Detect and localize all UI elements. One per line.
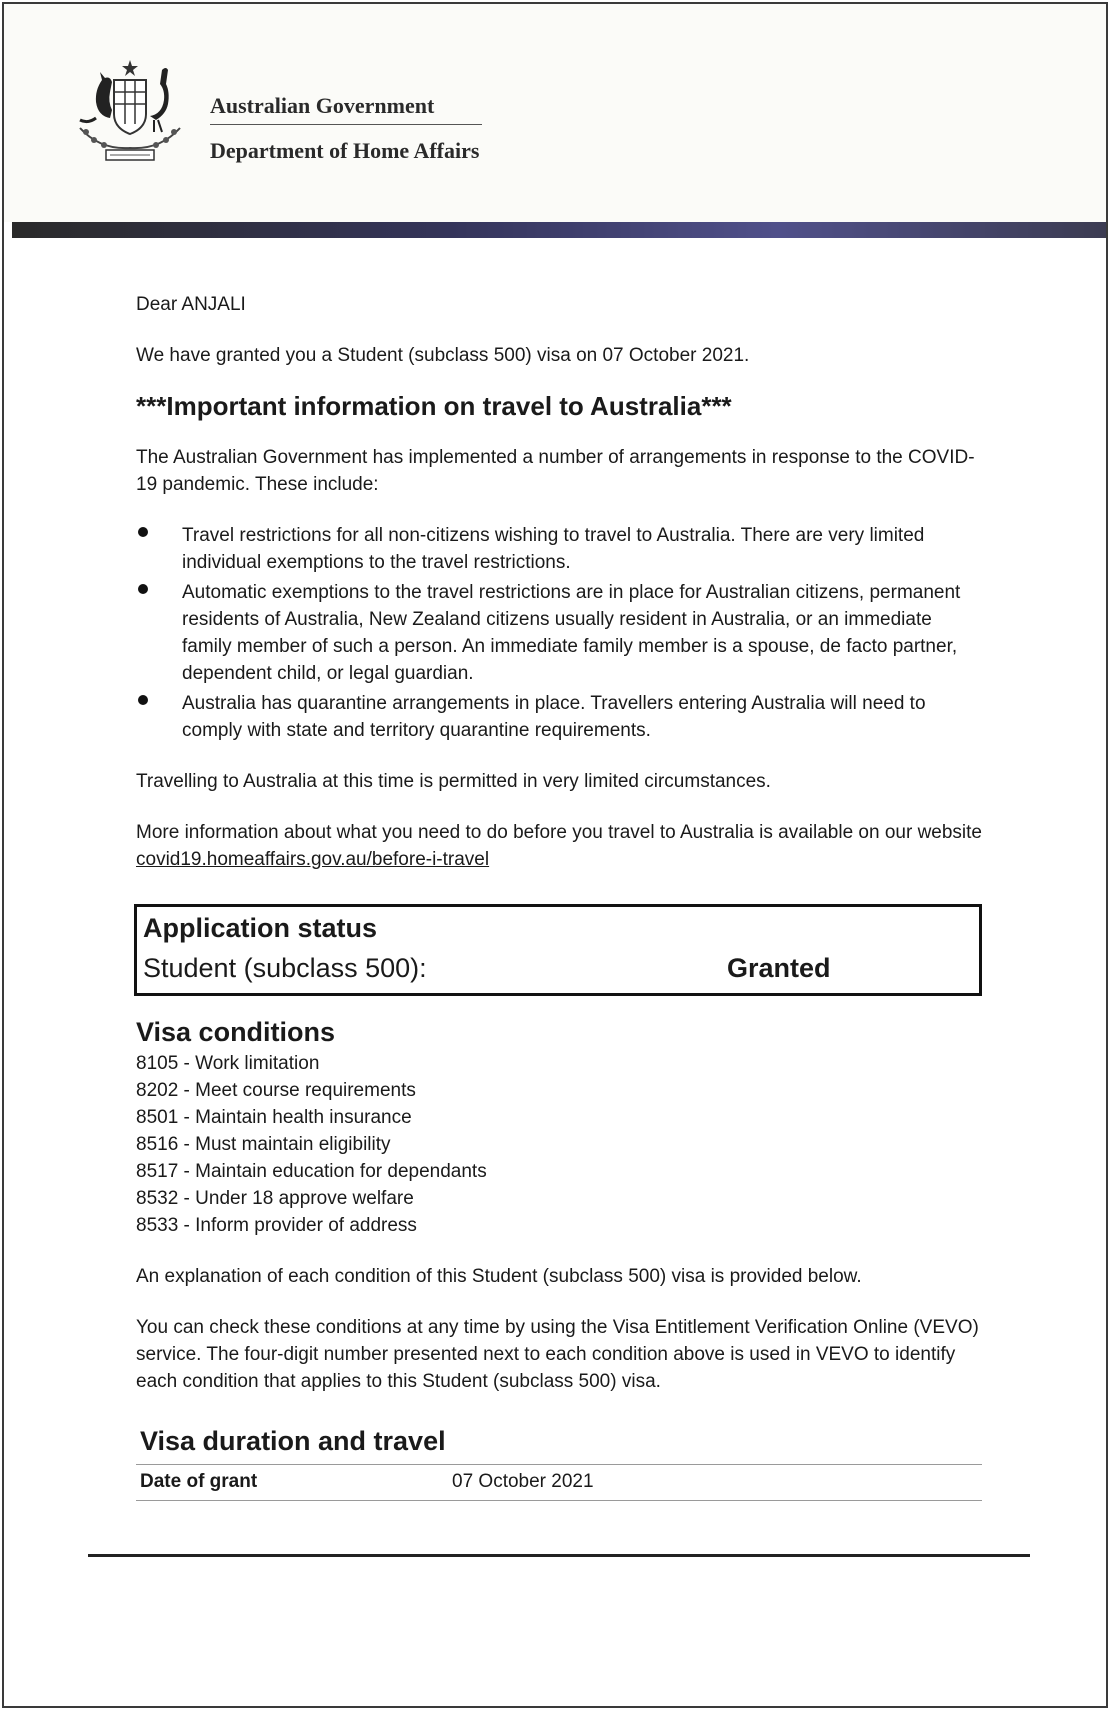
letterhead-divider — [210, 124, 482, 125]
vevo-note: You can check these conditions at any time by using the Visa Entitlement Verification Online (VEVO) service. The four-digit number presented next to each condition above is used in VEVO to identify each condition that applies to this Student (subclass 500) visa. — [136, 1317, 979, 1392]
conditions-heading: Visa conditions — [136, 1017, 336, 1047]
coat-of-arms-icon — [70, 58, 190, 168]
date-of-grant-value: 07 October 2021 — [452, 1471, 594, 1492]
list-item-text: Automatic exemptions to the travel restrictions are in place for Australian citizens, permanent residents of Australia, New Zealand citizens usually resident in Australia, or an immediate family member of such a person. An immediate family member is a spouse, de facto partner, dependent child, or legal guardian. — [182, 582, 961, 684]
list-item — [136, 690, 986, 744]
list-item-text: Australia has quarantine arrangements in place. Travellers entering Australia will need to comply with state and territory quarantine requirements. — [182, 693, 926, 741]
letter-body — [136, 291, 986, 897]
more-info — [136, 819, 986, 873]
conditions-list — [136, 1050, 986, 1239]
list-item — [136, 579, 986, 687]
date-of-grant-label: Date of grant — [140, 1471, 258, 1492]
government-name: Australian Government — [210, 93, 435, 118]
status-title: Application status — [143, 913, 378, 943]
condition-item: 8501 - Maintain health insurance — [136, 1107, 412, 1128]
grant-statement: We have granted you a Student (subclass 500) visa on 07 October 2021. — [136, 345, 750, 366]
bullet-icon — [138, 695, 148, 705]
header-band — [12, 222, 1106, 238]
restrictions-list — [136, 522, 986, 744]
condition-item: 8202 - Meet course requirements — [136, 1080, 416, 1101]
application-status-box — [134, 904, 982, 996]
greeting: Dear ANJALI — [136, 294, 246, 315]
important-heading: ***Important information on travel to Australia*** — [136, 391, 732, 421]
bullet-icon — [138, 584, 148, 594]
more-info-text: More information about what you need to do before you travel to Australia is available on our website — [136, 822, 983, 843]
bullet-icon — [138, 527, 148, 537]
status-value: Granted — [727, 953, 831, 983]
footer-divider — [88, 1554, 1030, 1557]
duration-heading: Visa duration and travel — [136, 1424, 982, 1465]
condition-item: 8533 - Inform provider of address — [136, 1215, 417, 1236]
condition-item: 8105 - Work limitation — [136, 1053, 320, 1074]
travelling-note: Travelling to Australia at this time is permitted in very limited circumstances. — [136, 771, 771, 792]
list-item-text: Travel restrictions for all non-citizens wishing to travel to Australia. There are very limited individual exemptions to the travel restrictions. — [182, 525, 925, 573]
table-row — [136, 1465, 982, 1501]
letter-page — [2, 2, 1108, 1708]
before-i-travel-link[interactable]: covid19.homeaffairs.gov.au/before-i-travel — [136, 849, 490, 870]
condition-item: 8516 - Must maintain eligibility — [136, 1134, 391, 1155]
visa-conditions-section — [136, 1016, 986, 1419]
department-name: Department of Home Affairs — [210, 138, 480, 163]
conditions-explanation: An explanation of each condition of this Student (subclass 500) visa is provided below. — [136, 1266, 862, 1287]
covid-intro: The Australian Government has implemented a number of arrangements in response to the COVID-19 pandemic. These include: — [136, 447, 975, 495]
list-item — [136, 522, 986, 576]
status-label: Student (subclass 500): — [143, 953, 427, 983]
condition-item: 8517 - Maintain education for dependants — [136, 1161, 487, 1182]
letterhead — [4, 4, 1106, 222]
visa-duration-section — [136, 1424, 982, 1501]
condition-item: 8532 - Under 18 approve welfare — [136, 1188, 414, 1209]
